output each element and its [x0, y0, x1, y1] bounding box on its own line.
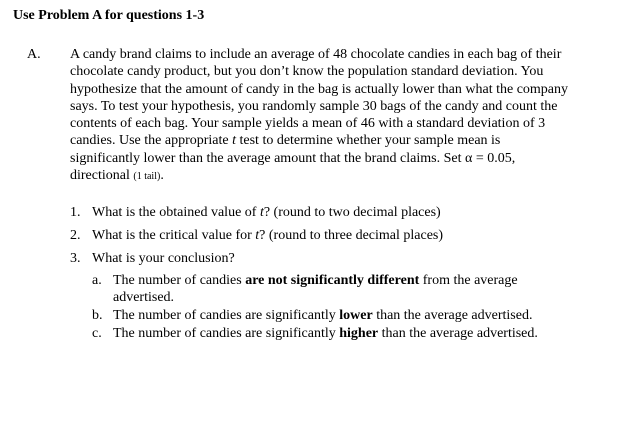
answer-letter: b. — [92, 308, 103, 323]
problem-line — [70, 167, 606, 184]
problem-line: A candy brand claims to include an average of 48 chocolate candies in each bag of their — [70, 47, 562, 62]
problem-line-part: . — [160, 168, 164, 184]
answer-text-part: The number of candies — [113, 273, 246, 288]
answer-text-part: than the average advertised. — [372, 308, 533, 323]
problem-line: contents of each bag. Your sample yields a mean of 46 with a standard deviation of 3 — [70, 116, 546, 132]
question-list — [70, 204, 610, 273]
answer-option-c — [92, 325, 592, 343]
answer-options — [92, 272, 592, 343]
question-number: 3. — [70, 251, 81, 266]
problem-text — [70, 46, 606, 184]
question-text — [92, 204, 441, 221]
answer-text-part: than the average advertised. — [378, 326, 538, 341]
problem-line-part: candies. Use the appropriate — [70, 133, 233, 149]
answer-text — [113, 307, 532, 324]
question-text-part: ? (round to three decimal places) — [259, 228, 444, 243]
problem-line-part: directional — [70, 168, 134, 184]
tail-note: (1 tail) — [133, 171, 161, 183]
problem-line: chocolate candy product, but you don’t know the population standard deviation. You — [70, 64, 544, 80]
question-item — [70, 250, 610, 273]
section-heading: Use Problem A for questions 1-3 — [13, 8, 205, 23]
answer-text-part: advertised. — [113, 290, 175, 305]
question-text-part: ? (round to two decimal places) — [263, 205, 441, 220]
question-number: 2. — [70, 228, 81, 243]
t-variable: t — [232, 133, 236, 149]
question-text-part: What is the obtained value of — [92, 205, 260, 220]
answer-emphasis: lower — [339, 308, 373, 323]
question-text-part: What is the critical value for — [92, 228, 256, 243]
problem-line: hypothesize that the amount of candy in the bag is actually lower than what the company — [70, 81, 569, 97]
problem-letter: A. — [27, 47, 41, 62]
problem-line — [70, 132, 606, 149]
problem-line: says. To test your hypothesis, you randomly sample 30 bags of the candy and count the — [70, 98, 558, 114]
t-variable: t — [255, 228, 260, 243]
question-item — [70, 204, 610, 227]
answer-text-part: The number of candies are significantly — [113, 308, 340, 323]
answer-emphasis: higher — [339, 326, 379, 341]
answer-text — [113, 325, 538, 342]
question-text: What is your conclusion? — [92, 251, 235, 266]
answer-text-part: The number of candies are significantly — [113, 326, 340, 341]
question-text — [92, 227, 443, 244]
question-number: 1. — [70, 205, 81, 220]
answer-option-a — [92, 272, 592, 307]
answer-text — [113, 272, 518, 306]
answer-emphasis: are not significantly different — [245, 273, 420, 288]
problem-line: significantly lower than the average amount that the brand claims. Set α = 0.05, — [70, 150, 516, 166]
t-variable: t — [259, 205, 264, 220]
question-item — [70, 227, 610, 250]
answer-text-part: from the average — [419, 273, 518, 288]
answer-letter: a. — [92, 273, 102, 288]
answer-option-b — [92, 307, 592, 325]
answer-letter: c. — [92, 326, 102, 341]
problem-line-part: test to determine whether your sample mean is — [236, 133, 501, 149]
